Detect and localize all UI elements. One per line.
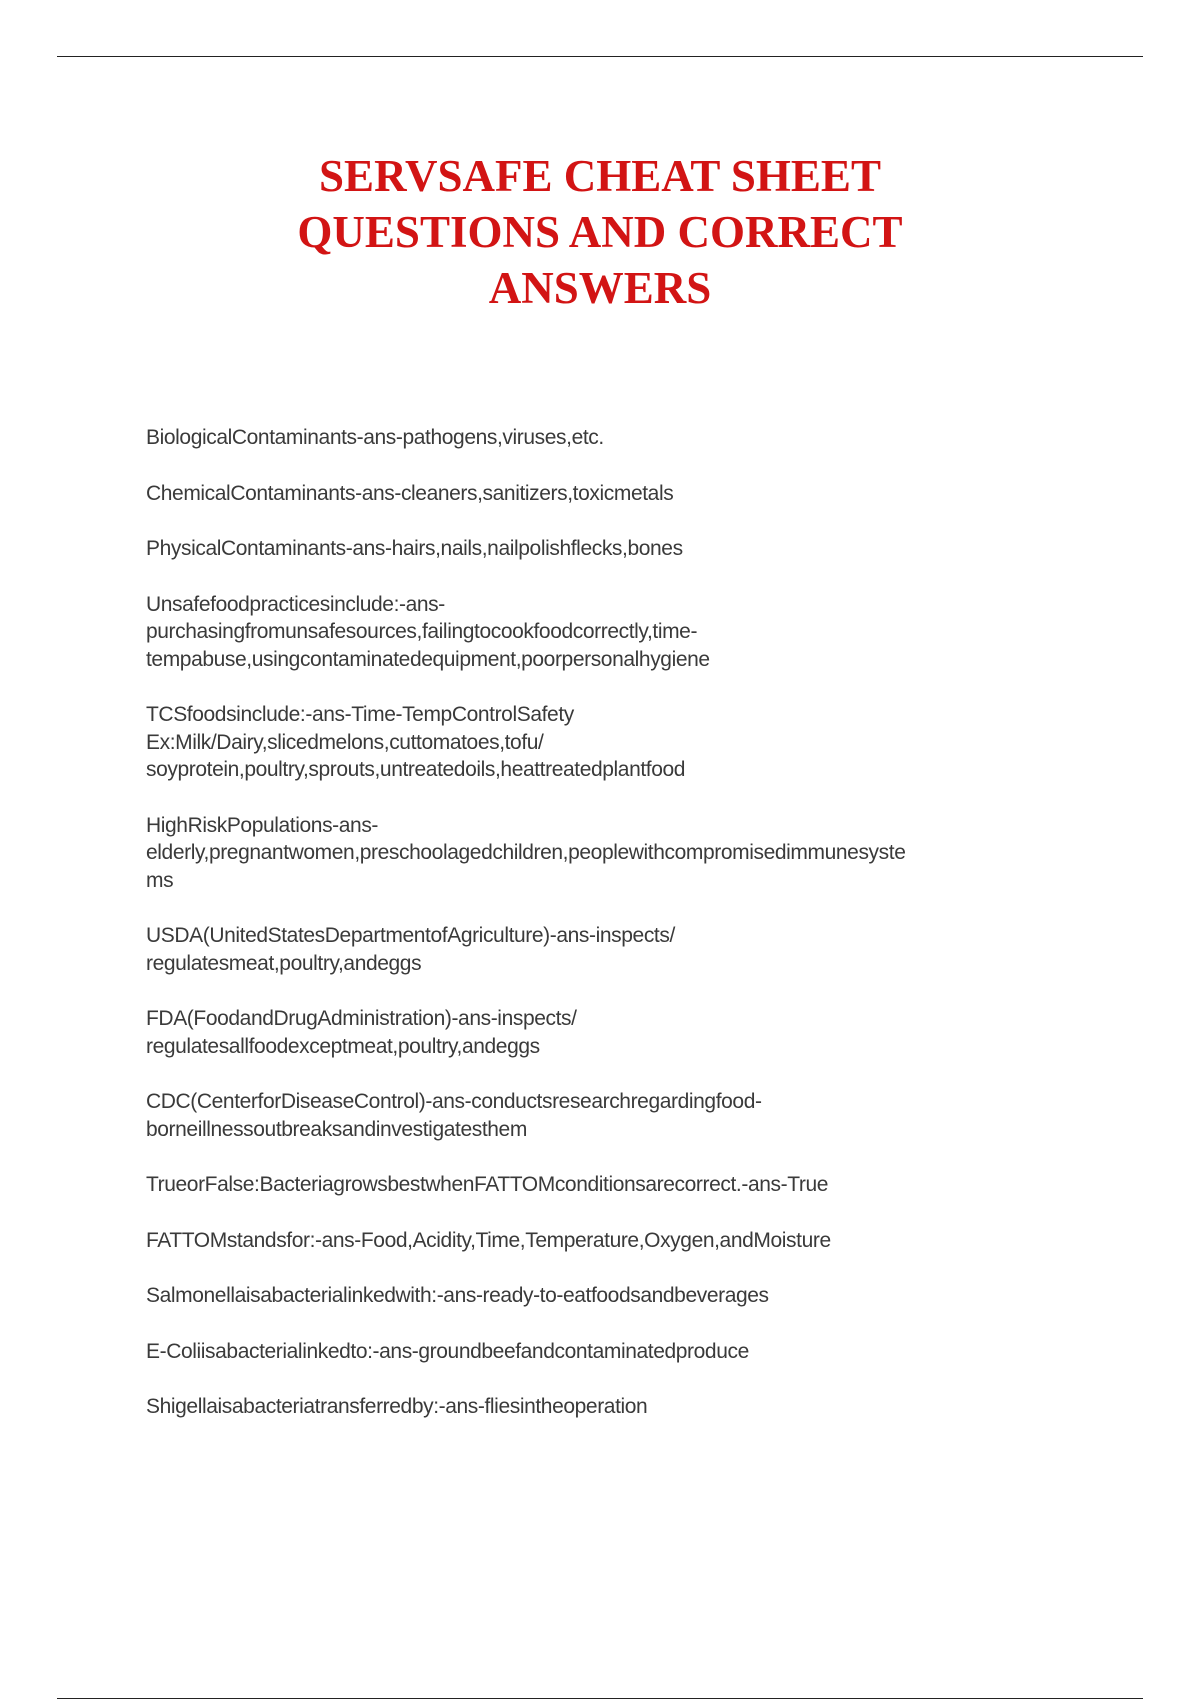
title-line: ANSWERS xyxy=(488,263,712,313)
qa-item-cdc xyxy=(146,1088,1076,1143)
title-line: SERVSAFE CHEAT SHEET xyxy=(319,151,881,201)
qa-item-high-risk-populations xyxy=(146,812,1076,895)
qa-item-e-coli xyxy=(146,1338,1076,1366)
qa-line: FATTOMstandsfor:-ans-Food,Acidity,Time,Temperature,Oxygen,andMoisture xyxy=(146,1228,831,1252)
qa-line: purchasingfromunsafesources,failingtocookfoodcorrectly,time- xyxy=(146,620,698,643)
qa-item-shigella xyxy=(146,1393,1076,1421)
qa-line: Unsafefoodpracticesinclude:-ans- xyxy=(146,592,445,616)
qa-item-physical-contaminants xyxy=(146,535,1076,563)
qa-line: regulatesallfoodexceptmeat,poultry,andeggs xyxy=(146,1034,540,1058)
qa-item-chemical-contaminants xyxy=(146,480,1076,508)
bottom-rule xyxy=(57,1698,1143,1699)
qa-list xyxy=(146,424,1076,1449)
qa-line: Shigellaisabacteriatransferredby:-ans-fliesintheoperation xyxy=(146,1395,648,1418)
qa-item-salmonella xyxy=(146,1282,1076,1310)
qa-line: ms xyxy=(146,868,174,892)
qa-line: CDC(CenterforDiseaseControl)-ans-conductsresearchregardingfood- xyxy=(146,1090,762,1113)
title-line: QUESTIONS AND CORRECT xyxy=(297,207,903,257)
qa-item-fattom-definition xyxy=(146,1227,1076,1255)
qa-item-fattom-true-false xyxy=(146,1171,1076,1199)
qa-line: ChemicalContaminants-ans-cleaners,sanitizers,toxicmetals xyxy=(146,481,674,505)
qa-item-unsafe-food-practices xyxy=(146,591,1076,674)
qa-line: E-Coliisabacterialinkedto:-ans-groundbeefandcontaminatedproduce xyxy=(146,1339,749,1363)
qa-line: PhysicalContaminants-ans-hairs,nails,nailpolishflecks,bones xyxy=(146,537,683,560)
qa-item-tcs-foods xyxy=(146,701,1076,784)
page-title xyxy=(100,148,1100,316)
qa-line: borneillnessoutbreaksandinvestigatesthem xyxy=(146,1117,527,1141)
top-rule xyxy=(57,56,1143,57)
qa-line: Salmonellaisabacterialinkedwith:-ans-ready-to-eatfoodsandbeverages xyxy=(146,1284,769,1307)
qa-line: HighRiskPopulations-ans- xyxy=(146,813,379,837)
qa-line: soyprotein,poultry,sprouts,untreatedoils,heattreatedplantfood xyxy=(146,758,686,781)
qa-item-fda xyxy=(146,1005,1076,1060)
qa-line: elderly,pregnantwomen,preschoolagedchildren,peoplewithcompromisedimmunesyste xyxy=(146,841,906,864)
qa-line: regulatesmeat,poultry,andeggs xyxy=(146,951,422,975)
qa-line: Ex:Milk/Dairy,slicedmelons,cuttomatoes,tofu/ xyxy=(146,730,544,754)
qa-line: BiologicalContaminants-ans-pathogens,viruses,etc. xyxy=(146,426,604,449)
qa-line: TrueorFalse:BacteriagrowsbestwhenFATTOMconditionsarecorrect.-ans-True xyxy=(146,1173,829,1196)
qa-line: FDA(FoodandDrugAdministration)-ans-inspects/ xyxy=(146,1007,577,1030)
qa-line: USDA(UnitedStatesDepartmentofAgriculture)-ans-inspects/ xyxy=(146,924,675,947)
qa-line: tempabuse,usingcontaminatedequipment,poorpersonalhygiene xyxy=(146,647,710,671)
qa-line: TCSfoodsinclude:-ans-Time-TempControlSafety xyxy=(146,703,574,726)
qa-item-usda xyxy=(146,922,1076,977)
qa-item-biological-contaminants xyxy=(146,424,1076,452)
